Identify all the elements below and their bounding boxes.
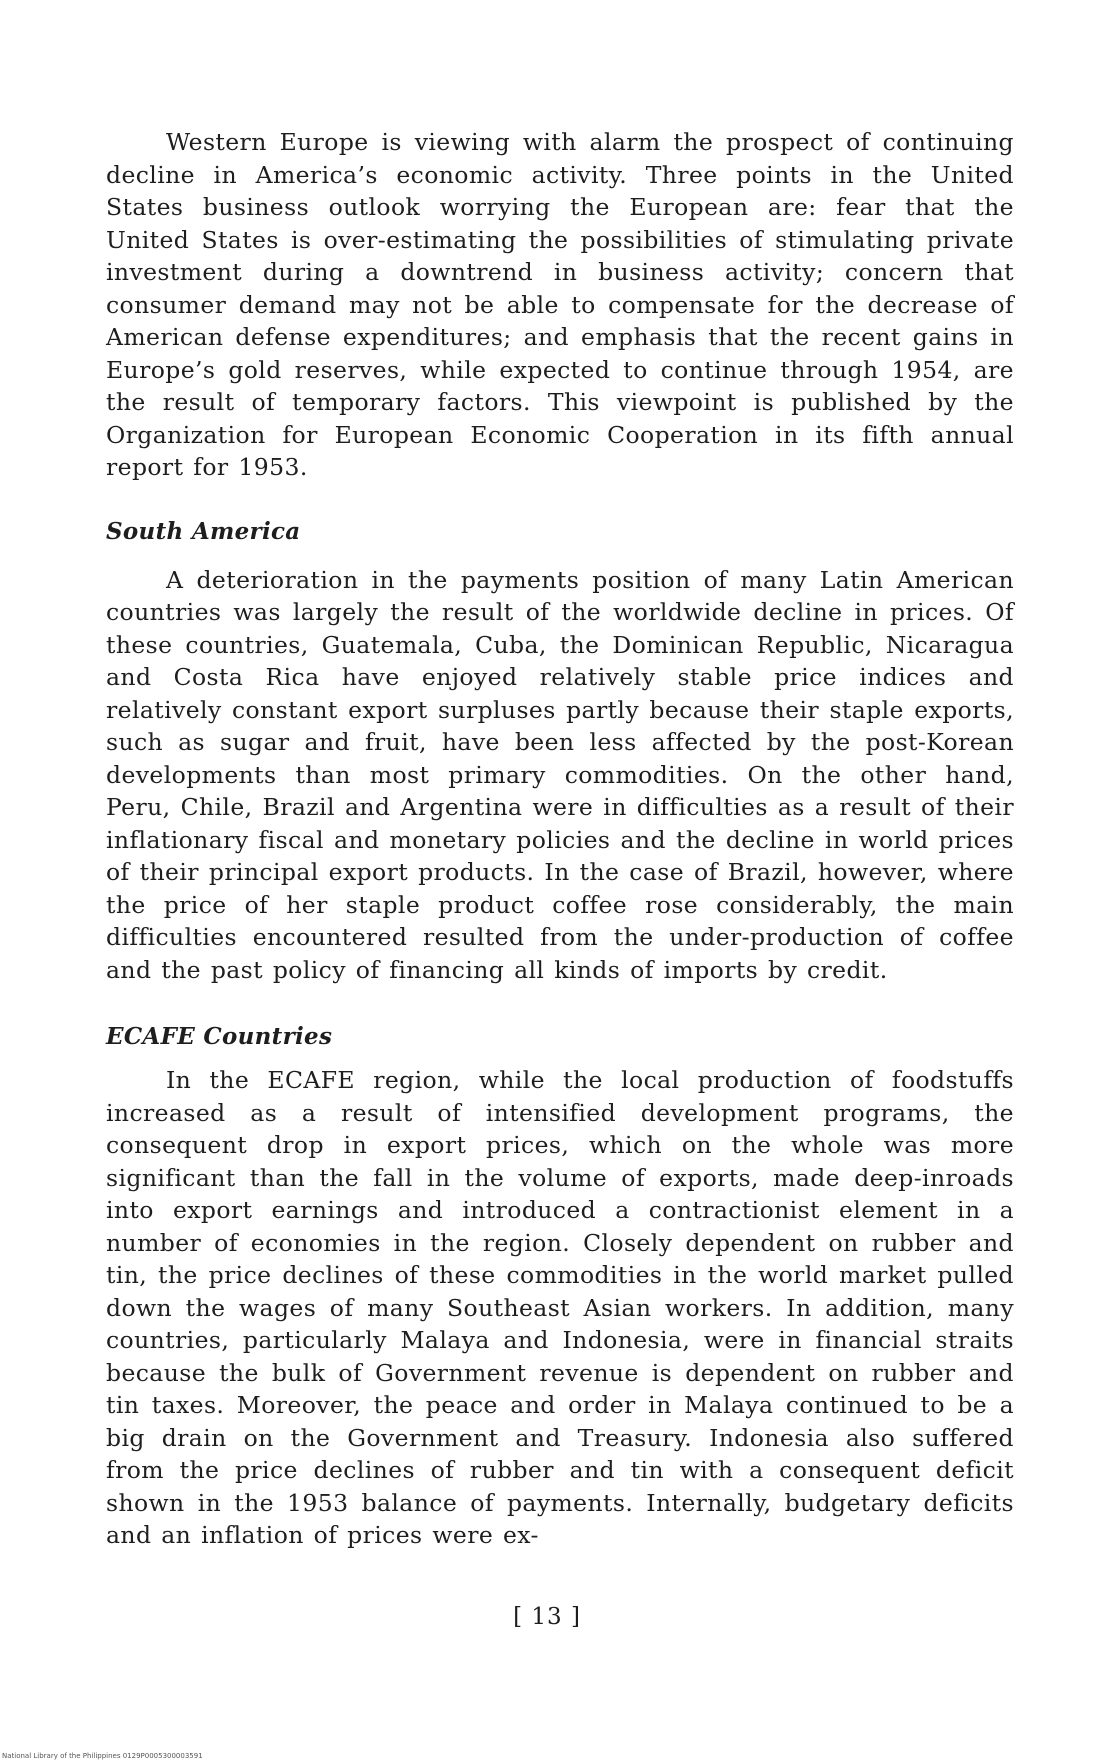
paragraph-south-america: A deterioration in the payments position of many Latin American countries was largely the result of the worldwide decline in prices. Of these countries, Guatemala, Cuba, the Dominican Republic, Nicaragua and Costa Rica have enjoyed relatively stable price indices and relatively constant export surpluses partly because their staple exports, such as sugar and fruit, have been less affected by the post-Korean developments than most primary commodities. On the other hand, Peru, Chile, Brazil and Argentina were in difficulties as a result of their inflationary fiscal and monetary policies and the decline in world prices of their principal export products. In the case of Brazil, however, where the price of her staple product coffee rose considerably, the main difficulties encountered resulted from the under-production of coffee and the past policy of financing all kinds of imports by credit.	[106, 565, 1014, 984]
page-content	[106, 126, 1014, 1552]
scan-footer-text: National Library of the Philippines 0129P0005300003591	[2, 1752, 203, 1760]
section-heading-ecafe-countries: ECAFE Countries	[106, 1023, 333, 1050]
paragraph-ecafe: In the ECAFE region, while the local production of foodstuffs increased as a result of intensified development programs, the consequent drop in export prices, which on the whole was more significant than the fall in the volume of exports, made deep-inroads into export earnings and introduced a contractionist element in a number of economies in the region. Closely dependent on rubber and tin, the price declines of these commodities in the world market pulled down the wages of many Southeast Asian workers. In addition, many countries, particularly Malaya and Indonesia, were in financial straits because the bulk of Government revenue is dependent on rubber and tin taxes. Moreover, the peace and order in Malaya continued to be a big drain on the Government and Treasury. Indonesia also suffered from the price declines of rubber and tin with a consequent deficit shown in the 1953 balance of payments. Internally, budgetary deficits and an inflation of prices were ex-	[106, 1066, 1014, 1549]
page-number: [ 13 ]	[513, 1604, 581, 1630]
paragraph-western-europe: Western Europe is viewing with alarm the prospect of continuing decline in America’s economic activity. Three points in the United States business outlook worrying the European are: fear that the United States is over-estimating the possibilities of stimulating private investment during a downtrend in business activity; concern that consumer demand may not be able to compensate for the decrease of American defense expenditures; and emphasis that the recent gains in Europe’s gold reserves, while expected to continue through 1954, are the result of temporary factors. This viewpoint is published by the Organization for European Economic Cooperation in its fifth annual report for 1953.	[106, 128, 1014, 481]
section-heading-south-america: South America	[106, 517, 301, 545]
